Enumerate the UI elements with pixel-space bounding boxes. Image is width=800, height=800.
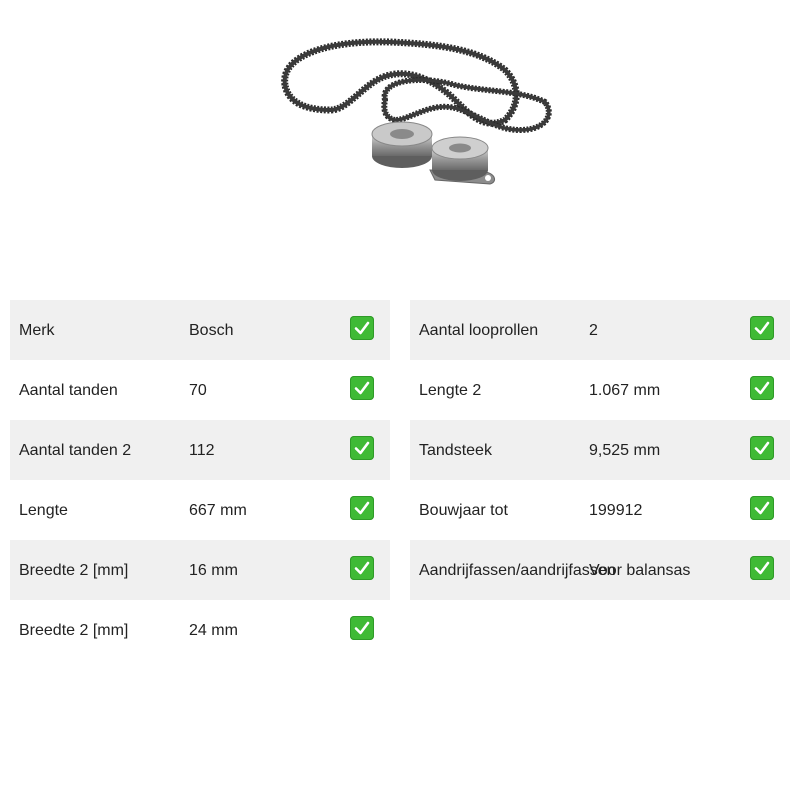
check-mark-icon — [750, 496, 774, 520]
spec-label: Aantal tanden — [19, 382, 118, 399]
spec-value: 2 — [589, 322, 598, 339]
spec-row — [410, 300, 790, 360]
spec-label: Merk — [19, 322, 55, 339]
spec-value: 112 — [189, 442, 215, 459]
spec-value: 667 mm — [189, 502, 247, 519]
spec-label: Breedte 2 [mm] — [19, 562, 129, 579]
spec-value: 1.067 mm — [589, 382, 661, 399]
product-image — [270, 30, 570, 190]
spec-label: Tandsteek — [419, 442, 492, 459]
spec-value: 199912 — [589, 502, 643, 519]
check-mark-icon — [350, 436, 374, 460]
spec-row — [410, 540, 790, 600]
spec-value: 24 mm — [189, 622, 238, 639]
spec-table-right — [410, 300, 790, 600]
spec-label: Bouwjaar tot — [419, 502, 508, 519]
check-mark-icon — [350, 316, 374, 340]
spec-row — [410, 420, 790, 480]
check-mark-icon — [350, 496, 374, 520]
check-mark-icon — [350, 616, 374, 640]
spec-value: 16 mm — [189, 562, 238, 579]
check-mark-icon — [750, 376, 774, 400]
spec-table-left — [10, 300, 390, 660]
spec-row — [10, 360, 390, 420]
spec-label: Lengte — [19, 502, 68, 519]
spec-value: Voor balansas — [589, 562, 691, 579]
spec-row — [10, 480, 390, 540]
check-mark-icon — [750, 556, 774, 580]
spec-label: Aantal looprollen — [419, 322, 539, 339]
check-mark-icon — [750, 316, 774, 340]
spec-label: Breedte 2 [mm] — [19, 622, 129, 639]
check-mark-icon — [350, 556, 374, 580]
spec-label: Aantal tanden 2 — [19, 442, 132, 459]
check-mark-icon — [350, 376, 374, 400]
spec-row — [10, 420, 390, 480]
spec-row — [10, 600, 390, 660]
spec-value: 70 — [189, 382, 207, 399]
spec-value: 9,525 mm — [589, 442, 661, 459]
check-mark-icon — [750, 436, 774, 460]
spec-row — [410, 360, 790, 420]
spec-row — [10, 300, 390, 360]
spec-label: Lengte 2 — [419, 382, 482, 399]
spec-label: Aandrijfassen/aandrijfassen — [419, 562, 616, 579]
spec-value: Bosch — [189, 322, 234, 339]
spec-row — [10, 540, 390, 600]
spec-row — [410, 480, 790, 540]
